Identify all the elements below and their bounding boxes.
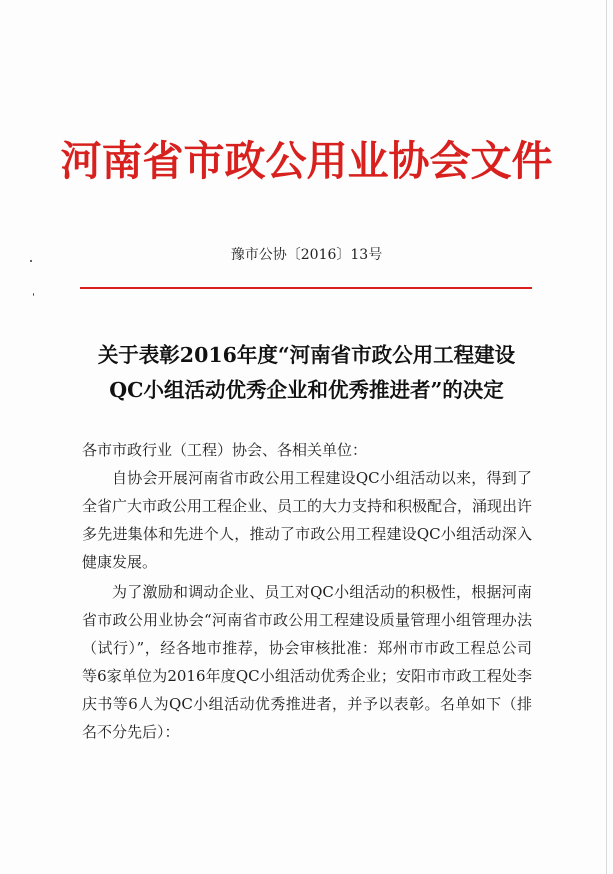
scan-speck xyxy=(33,293,34,296)
subject-title xyxy=(0,338,613,408)
red-divider-line xyxy=(80,287,532,289)
document-number: 豫市公协〔2016〕13号 xyxy=(230,247,383,263)
body-paragraph-1: 自协会开展河南省市政公用工程建设QC小组活动以来，得到了全省广大市政公用工程企业、员工的大力支持和积极配合，涌现出许多先进集体和先进个人，推动了市政公用工程建设QC小组活动深入健康发展。 xyxy=(82,469,533,571)
body-paragraph-2: 为了激励和调动企业、员工对QC小组活动的积极性，根据河南省市政公用业协会“河南省市政公用工程建设质量管理小组管理办法（试行）”，经各地市推荐，协会审核批准：郑州市市政工程总公司等6家单位为2016年度QC小组活动优秀企业；安阳市市政工程处李庆书等6人为QC小组活动优秀推进者，并予以表彰。名单如下（排名不分先后）： xyxy=(82,583,532,741)
subject-title-line-1: 关于表彰2016年度“河南省市政公用工程建设 xyxy=(97,343,516,367)
document-header-title: 河南省市政公用业协会文件 xyxy=(60,137,553,185)
document-body xyxy=(82,436,532,746)
salutation: 各市市政行业（工程）协会、各相关单位： xyxy=(82,441,368,459)
subject-title-line-2: QC小组活动优秀企业和优秀推进者”的决定 xyxy=(109,378,504,402)
